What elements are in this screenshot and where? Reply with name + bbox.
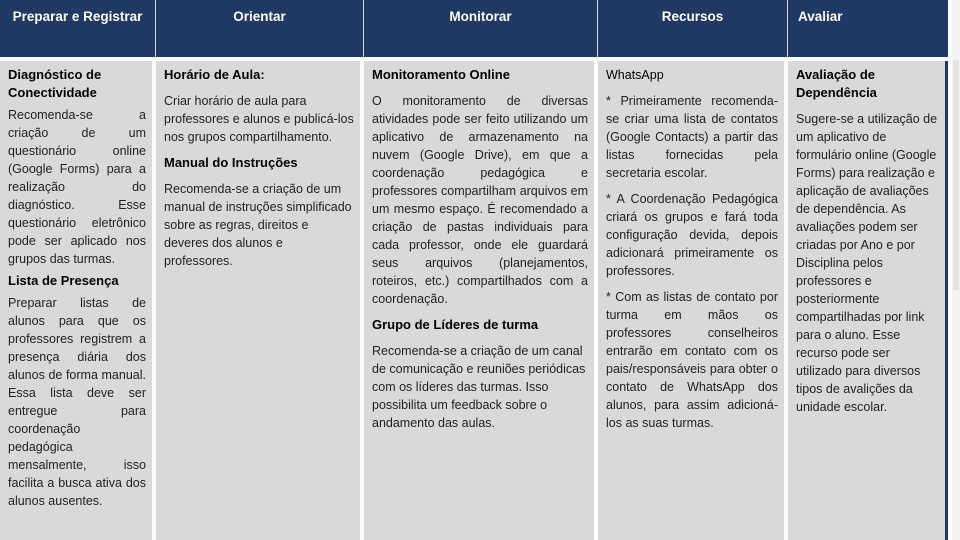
scrollbar-thumb[interactable]: [953, 60, 959, 290]
grupo-lideres-title: Grupo de Líderes de turma: [372, 317, 539, 332]
diagnostico-text: Recomenda-se a criação de um questionário online (Google Forms) para a realização do diagnóstico. Esse questionário eletrônico pode ser aplicado nos grupos das turmas.: [8, 108, 146, 266]
manual-instrucoes-text: Recomenda-se a criação de um manual de instruções simplificado sobre as regras, direitos e deveres dos alunos e professores.: [164, 182, 352, 268]
header-recursos: Recursos: [598, 0, 788, 57]
whatsapp-paragraph-2: * A Coordenação Pedagógica criará os grupos e fará toda configuração devida, depois adicionará primeiramente os professores.: [606, 192, 778, 278]
cell-preparar-registrar: [0, 61, 152, 540]
cell-recursos: [598, 61, 784, 540]
header-monitorar: Monitorar: [364, 0, 598, 57]
header-preparar-registrar: Preparar e Registrar: [0, 0, 156, 57]
lista-presenca-text: Preparar listas de alunos para que os professores registrem a presença diária dos alunos de forma manual. Essa lista deve ser entregue para coordenação pedagógica mensalmente, isso facilita a busca ativa dos alunos ausentes.: [8, 296, 146, 508]
header-orientar: Orientar: [156, 0, 364, 57]
grupo-lideres-text: Recomenda-se a criação de um canal de comunicação e reuniões periódicas com os líderes das turmas. Isso possibilita um feedback sobre o andamento das aulas.: [372, 344, 586, 430]
cell-avaliar: [788, 61, 945, 540]
header-avaliar: Avaliar: [798, 9, 843, 24]
monitoramento-online-text: O monitoramento de diversas atividades pode ser feito utilizando um aplicativo de armazenamento na nuvem (Google Drive), em que a coordenação pedagógica e professores compartilham arquivos em um mesmo espaço. É recomendado a criação de pastas individuais para cada professor, onde ele guardará seus arquivos (planejamentos, roteiros, etc.) compartilhados com a coordenação.: [372, 94, 588, 306]
lista-presenca-title: Lista de Presença: [8, 273, 119, 288]
avaliacao-dependencia-text: Sugere-se a utilização de um aplicativo de formulário online (Google Forms) para realização e aplicação de avaliações de dependência. As avaliações podem ser criadas por Ano e por Disciplina pelos professores e posteriormente compartilhadas por link para o aluno. Esse recurso pode ser utilizado para diversos tipos de avalições da unidade escolar.: [796, 112, 938, 414]
whatsapp-title: WhatsApp: [606, 68, 664, 82]
manual-instrucoes-title: Manual do Instruções: [164, 155, 298, 170]
table-header-row: [0, 0, 948, 57]
avaliacao-dependencia-title: Avaliação de Dependência: [796, 67, 877, 100]
diagnostico-title: Diagnóstico de Conectividade: [8, 67, 102, 100]
cell-monitorar: [364, 61, 594, 540]
cell-orientar: [156, 61, 360, 540]
horario-aula-text: Criar horário de aula para professores e alunos e publicá-los nos grupos compartilhamento.: [164, 94, 354, 144]
whatsapp-paragraph-1: * Primeiramente recomenda-se criar uma lista de contatos (Google Contacts) a partir das listas fornecidas pela secretaria escolar.: [606, 94, 778, 180]
whatsapp-paragraph-3: * Com as listas de contato por turma em mãos os professores conselheiros entrarão em contato com os pais/responsáveis para obter o contato de WhatsApp dos alunos, para assim adicioná-los as suas turmas.: [606, 290, 778, 430]
monitoramento-online-title: Monitoramento Online: [372, 67, 510, 82]
horario-aula-title: Horário de Aula:: [164, 67, 265, 82]
